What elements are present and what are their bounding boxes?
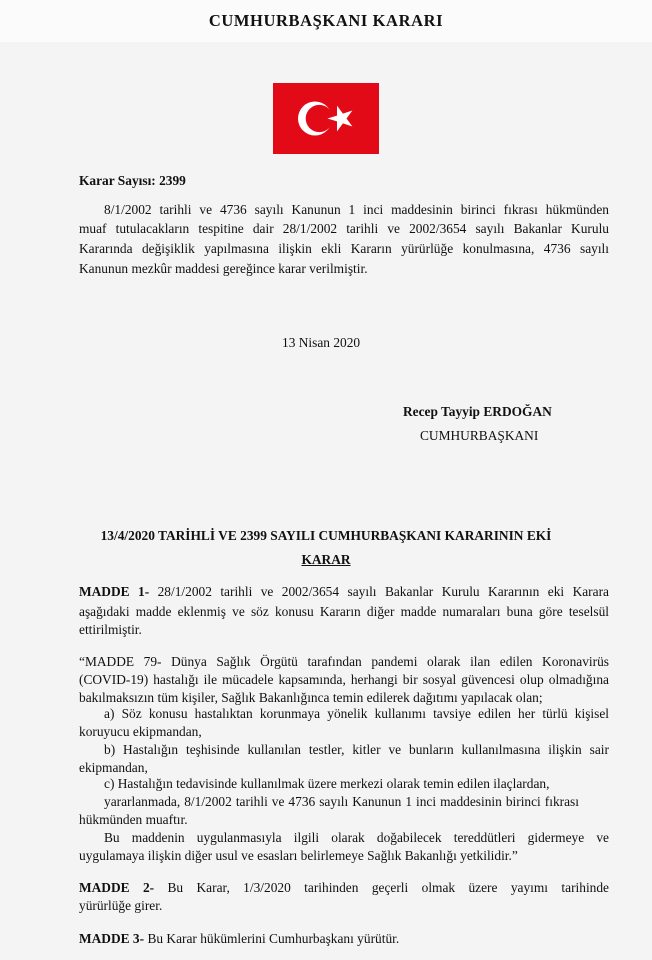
article-3-label: MADDE 3-	[79, 931, 145, 946]
preamble-line-4: Kanunun mezkûr maddesi gereğince karar verilmiştir.	[79, 261, 368, 276]
signatory-name: Recep Tayyip ERDOĞAN	[403, 404, 552, 419]
preamble-line-1: 8/1/2002 tarihli ve 4736 sayılı Kanunun 1 inci maddesinin birinci fıkrası hükmünden	[104, 202, 609, 217]
article-79-item-a-cont: koruyucu ekipmandan,	[79, 724, 202, 739]
article-79-authority-line-2: uygulamaya ilişkin diğer usul ve esasları belirlemeye Sağlık Bakanlığı yetkilidir.”	[79, 848, 518, 863]
decision-number: Karar Sayısı: 2399	[79, 173, 186, 188]
article-2-line-1: MADDE 2- Bu Karar, 1/3/2020 tarihinden geçerli olmak üzere yayımı tarihinde	[79, 880, 609, 895]
article-3-line-1: MADDE 3- Bu Karar hükümlerini Cumhurbaşkanı yürütür.	[79, 931, 400, 946]
article-1-line-2: aşağıdaki madde eklenmiş ve söz konusu Kararın diğer madde numaraları buna göre teselsül	[79, 604, 609, 619]
article-1-label: MADDE 1-	[79, 584, 150, 599]
article-79-item-b-cont: ekipmandan,	[79, 760, 148, 775]
article-2-label: MADDE 2-	[79, 880, 155, 895]
article-1-line-1: MADDE 1- 28/1/2002 tarihli ve 2002/3654 sayılı Bakanlar Kurulu Kararının eki Karara	[79, 584, 609, 599]
annex-heading: 13/4/2020 TARİHLİ VE 2399 SAYILI CUMHURBAŞKANI KARARININ EKİ	[100, 528, 552, 543]
article-79-exempt-line: hükmünden muaftır.	[79, 812, 188, 827]
article-79-item-b: b) Hastalığın teşhisinde kullanılan testler, kitler ve bunların kullanılmasına ilişkin sair	[104, 742, 609, 757]
article-79-line-2: (COVID-19) hastalığı ile mücadele kapsamında, herhangi bir sosyal güvencesi olup olmadığına	[79, 672, 609, 687]
article-1-line-3: ettirilmiştir.	[79, 622, 142, 637]
preamble-line-2: muaf tutulacakların tespitine dair 28/1/2002 tarihli ve 2002/3654 sayılı Bakanlar Kurulu	[79, 221, 609, 236]
signatory-title: CUMHURBAŞKANI	[420, 428, 539, 443]
article-79-line-1: “MADDE 79- Dünya Sağlık Örgütü tarafından pandemi olarak ilan edilen Koronavirüs	[79, 654, 609, 669]
article-79-benefit-line: yararlanmada, 8/1/2002 tarihli ve 4736 sayılı Kanunun 1 inci maddesinin birinci fıkrası	[104, 794, 579, 809]
article-79-line-3: bakılmaksızın tüm kişiler, Sağlık Bakanlığınca temin edilerek dağıtımı yapılacak olan;	[79, 690, 543, 705]
article-79-item-a: a) Söz konusu hastalıktan korunmaya yönelik kullanımı tavsiye edilen her türlü kişisel	[104, 706, 609, 721]
preamble-line-3: Kararında değişiklik yapılmasına ilişkin ekli Kararın yürürlüğe konulmasına, 4736 sayılı	[79, 241, 609, 256]
decree-date: 13 Nisan 2020	[282, 335, 361, 350]
article-79-authority-line-1: Bu maddenin uygulanmasıyla ilgili olarak doğabilecek tereddütleri gidermeye ve	[104, 830, 609, 845]
turkish-flag-icon	[273, 83, 379, 154]
article-79-item-c: c) Hastalığın tedavisinde kullanılmak üzere merkezi olarak temin edilen ilaçlardan,	[104, 776, 550, 791]
annex-heading-karar: KARAR	[301, 552, 351, 567]
article-2-line-2: yürürlüğe girer.	[79, 898, 163, 913]
page-title: CUMHURBAŞKANI KARARI	[208, 11, 444, 30]
